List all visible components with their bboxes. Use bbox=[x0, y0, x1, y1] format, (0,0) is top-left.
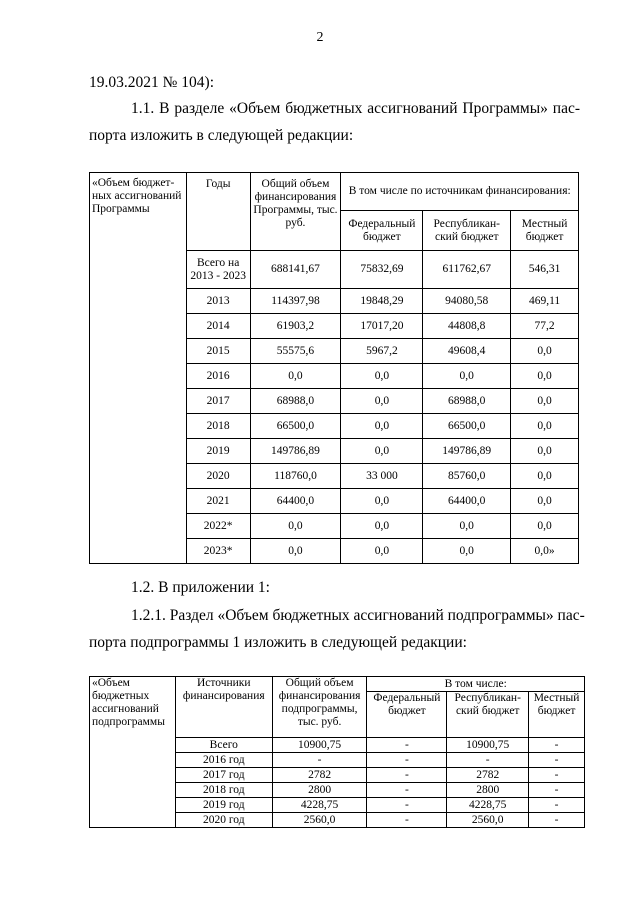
table1-header-republican: Республикан-ский бюджет bbox=[423, 211, 511, 251]
republican-cell: 49608,4 bbox=[423, 339, 511, 364]
table1-header-sources: В том числе по источникам финансирования: bbox=[341, 173, 579, 211]
local-cell: 0,0 bbox=[511, 439, 579, 464]
local-cell: 77,2 bbox=[511, 314, 579, 339]
local-cell: - bbox=[529, 798, 585, 813]
table2-header-local: Местный бюджет bbox=[529, 692, 585, 738]
federal-cell: - bbox=[367, 813, 447, 828]
republican-cell: 2782 bbox=[447, 768, 529, 783]
federal-cell: 0,0 bbox=[341, 439, 423, 464]
year-cell: 2019 bbox=[186, 439, 250, 464]
total-cell: 2800 bbox=[272, 783, 367, 798]
local-cell: - bbox=[529, 768, 585, 783]
year-cell: 2013 bbox=[186, 289, 250, 314]
total-cell: 10900,75 bbox=[272, 738, 367, 753]
republican-cell: 85760,0 bbox=[423, 464, 511, 489]
table1-header-federal: Федеральный бюджет bbox=[341, 211, 423, 251]
local-cell: - bbox=[529, 783, 585, 798]
federal-cell: - bbox=[367, 738, 447, 753]
local-cell: 0,0 bbox=[511, 339, 579, 364]
year-cell: 2018 bbox=[186, 414, 250, 439]
year-cell: 2014 bbox=[186, 314, 250, 339]
source-cell: 2018 год bbox=[175, 783, 272, 798]
total-cell: 66500,0 bbox=[250, 414, 341, 439]
republican-cell: 0,0 bbox=[423, 539, 511, 564]
local-cell: 0,0 bbox=[511, 389, 579, 414]
republican-cell: 0,0 bbox=[423, 514, 511, 539]
local-cell: 0,0 bbox=[511, 514, 579, 539]
paragraph-1-2-1-line-1: 1.2.1. Раздел «Объем бюджетных ассигнований подпрограммы» пас- bbox=[131, 607, 585, 624]
budget-table-program bbox=[89, 172, 579, 564]
table2-header-federal: Федеральный бюджет bbox=[367, 692, 447, 738]
local-cell: 0,0 bbox=[511, 364, 579, 389]
federal-cell: 5967,2 bbox=[341, 339, 423, 364]
table2-header-sources: Источники финансирования bbox=[175, 677, 272, 738]
total-cell: 0,0 bbox=[250, 539, 341, 564]
total-cell: 0,0 bbox=[250, 514, 341, 539]
local-cell: 0,0 bbox=[511, 414, 579, 439]
table1-header-local: Местный бюджет bbox=[511, 211, 579, 251]
table2-header-republican: Республикан-ский бюджет bbox=[447, 692, 529, 738]
local-cell: - bbox=[529, 813, 585, 828]
federal-cell: 75832,69 bbox=[341, 251, 423, 289]
total-cell: 2560,0 bbox=[272, 813, 367, 828]
federal-cell: 0,0 bbox=[341, 364, 423, 389]
total-cell: 114397,98 bbox=[250, 289, 341, 314]
total-cell: 0,0 bbox=[250, 364, 341, 389]
local-cell: 469,11 bbox=[511, 289, 579, 314]
source-cell: 2020 год bbox=[175, 813, 272, 828]
table1-header-total: Общий объем финансирования Программы, тыс. руб. bbox=[250, 173, 341, 251]
table2-row-label: «Объем бюджетных ассигнований подпрограммы bbox=[90, 677, 176, 828]
local-cell: 0,0 bbox=[511, 464, 579, 489]
federal-cell: 17017,20 bbox=[341, 314, 423, 339]
local-cell: - bbox=[529, 738, 585, 753]
federal-cell: 0,0 bbox=[341, 389, 423, 414]
federal-cell: 0,0 bbox=[341, 414, 423, 439]
paragraph-1-2: 1.2. В приложении 1: bbox=[131, 579, 270, 596]
federal-cell: 0,0 bbox=[341, 514, 423, 539]
table1-header-years: Годы bbox=[186, 173, 250, 251]
local-cell: 0,0 bbox=[511, 489, 579, 514]
republican-cell: 94080,58 bbox=[423, 289, 511, 314]
local-cell: - bbox=[529, 753, 585, 768]
republican-cell: - bbox=[447, 753, 529, 768]
year-cell: 2023* bbox=[186, 539, 250, 564]
paragraph-1-2-1-line-2: порта подпрограммы 1 изложить в следующей редакции: bbox=[89, 634, 467, 651]
year-cell: 2017 bbox=[186, 389, 250, 414]
total-cell: 149786,89 bbox=[250, 439, 341, 464]
year-cell: 2015 bbox=[186, 339, 250, 364]
total-cell: 68988,0 bbox=[250, 389, 341, 414]
year-cell: 2016 bbox=[186, 364, 250, 389]
year-cell: 2021 bbox=[186, 489, 250, 514]
federal-cell: - bbox=[367, 768, 447, 783]
year-cell: 2020 bbox=[186, 464, 250, 489]
source-cell: Всего bbox=[175, 738, 272, 753]
year-cell: Всего на 2013 - 2023 bbox=[186, 251, 250, 289]
total-cell: 4228,75 bbox=[272, 798, 367, 813]
republican-cell: 149786,89 bbox=[423, 439, 511, 464]
paragraph-1-1-line-2: порта изложить в следующей редакции: bbox=[89, 127, 354, 144]
table1-row-label: «Объем бюджет-ных ассигнований Программы bbox=[90, 173, 187, 564]
federal-cell: 33 000 bbox=[341, 464, 423, 489]
republican-cell: 64400,0 bbox=[423, 489, 511, 514]
total-cell: 688141,67 bbox=[250, 251, 341, 289]
source-cell: 2017 год bbox=[175, 768, 272, 783]
local-cell: 0,0» bbox=[511, 539, 579, 564]
federal-cell: 0,0 bbox=[341, 539, 423, 564]
budget-table-subprogram bbox=[89, 676, 585, 828]
table2-header-including: В том числе: bbox=[367, 677, 585, 692]
federal-cell: - bbox=[367, 798, 447, 813]
republican-cell: 44808,8 bbox=[423, 314, 511, 339]
total-cell: 2782 bbox=[272, 768, 367, 783]
total-cell: - bbox=[272, 753, 367, 768]
federal-cell: 0,0 bbox=[341, 489, 423, 514]
republican-cell: 4228,75 bbox=[447, 798, 529, 813]
total-cell: 55575,6 bbox=[250, 339, 341, 364]
paragraph-1-1-line-1: 1.1. В разделе «Объем бюджетных ассигнований Программы» пас- bbox=[131, 100, 580, 117]
total-cell: 118760,0 bbox=[250, 464, 341, 489]
year-cell: 2022* bbox=[186, 514, 250, 539]
table2-header-total: Общий объем финансирования подпрограммы, тыс. руб. bbox=[272, 677, 367, 738]
federal-cell: 19848,29 bbox=[341, 289, 423, 314]
intro-line: 19.03.2021 № 104): bbox=[89, 74, 215, 91]
federal-cell: - bbox=[367, 753, 447, 768]
republican-cell: 66500,0 bbox=[423, 414, 511, 439]
total-cell: 61903,2 bbox=[250, 314, 341, 339]
page-number: 2 bbox=[316, 30, 324, 45]
republican-cell: 611762,67 bbox=[423, 251, 511, 289]
republican-cell: 10900,75 bbox=[447, 738, 529, 753]
source-cell: 2016 год bbox=[175, 753, 272, 768]
republican-cell: 2800 bbox=[447, 783, 529, 798]
total-cell: 64400,0 bbox=[250, 489, 341, 514]
republican-cell: 68988,0 bbox=[423, 389, 511, 414]
federal-cell: - bbox=[367, 783, 447, 798]
republican-cell: 0,0 bbox=[423, 364, 511, 389]
source-cell: 2019 год bbox=[175, 798, 272, 813]
local-cell: 546,31 bbox=[511, 251, 579, 289]
republican-cell: 2560,0 bbox=[447, 813, 529, 828]
